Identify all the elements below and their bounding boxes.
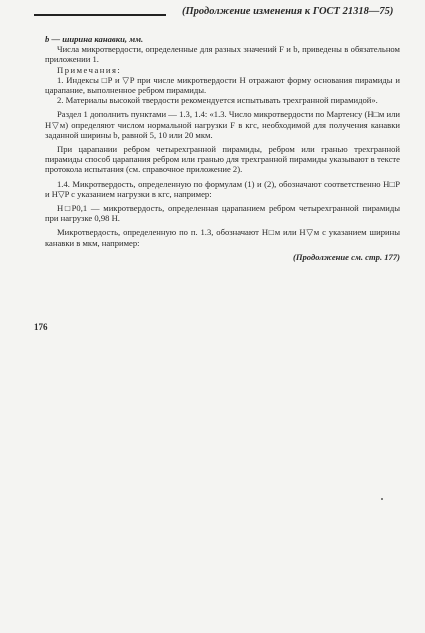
definition-line [45,34,400,44]
paragraph-1: Числа микротвердости, определенные для разных значений F и b, приведены в обязательном приложении 1. [45,44,400,65]
page-number: 176 [34,322,48,332]
symbol-b: b [45,34,50,44]
scan-speck [381,498,383,500]
header-rule [34,14,166,16]
definition-text: — ширина канавки, мм. [49,34,144,44]
paragraph-2: Раздел 1 дополнить пунктами — 1.3, 1.4: «1.3. Число микротвердости по Мартенсу (H□м или H▽м) определяют числом нормальной нагрузки F в кгс, необходимой для получения канавки заданной ширины b, равной 5, 10 или 20 мкм. [45,109,400,140]
page-header: (Продолжение изменения к ГОСТ 21318—75) [182,6,394,17]
paragraph-6: Микротвердость, определенную по п. 1.3, обозначают H□м или H▽м с указанием ширины канавки в мкм, например: [45,227,400,248]
note-1: 1. Индексы □P и ▽P при числе микротвердости H отражают форму основания пирамиды и царапание, выполненное ребром пирамиды. [45,74,400,96]
notes-title: Примечания: [57,64,122,75]
body-text [45,34,400,262]
continuation-note: (Продолжение см. стр. 177) [292,251,400,262]
paragraph-3: При царапании ребром четырехгранной пирамиды, ребром или гранью трехгранной пирамиды способ царапания ребром или гранью для трехгранной пирамиды указывают в тексте протокола испытания (см. справочное приложение 2). [45,144,400,175]
note-2: 2. Материалы высокой твердости рекомендуется испытывать трехгранной пирамидой». [57,95,378,106]
paragraph-5: H□P0,1 — микротвердость, определенная царапанием ребром четырехгранной пирамиды при нагрузке 0,98 Н. [45,203,400,224]
paragraph-4: 1.4. Микротвердость, определенную по формулам (1) и (2), обозначают соответственно H□P и H▽P с указанием нагрузки в кгс, например: [45,178,400,199]
